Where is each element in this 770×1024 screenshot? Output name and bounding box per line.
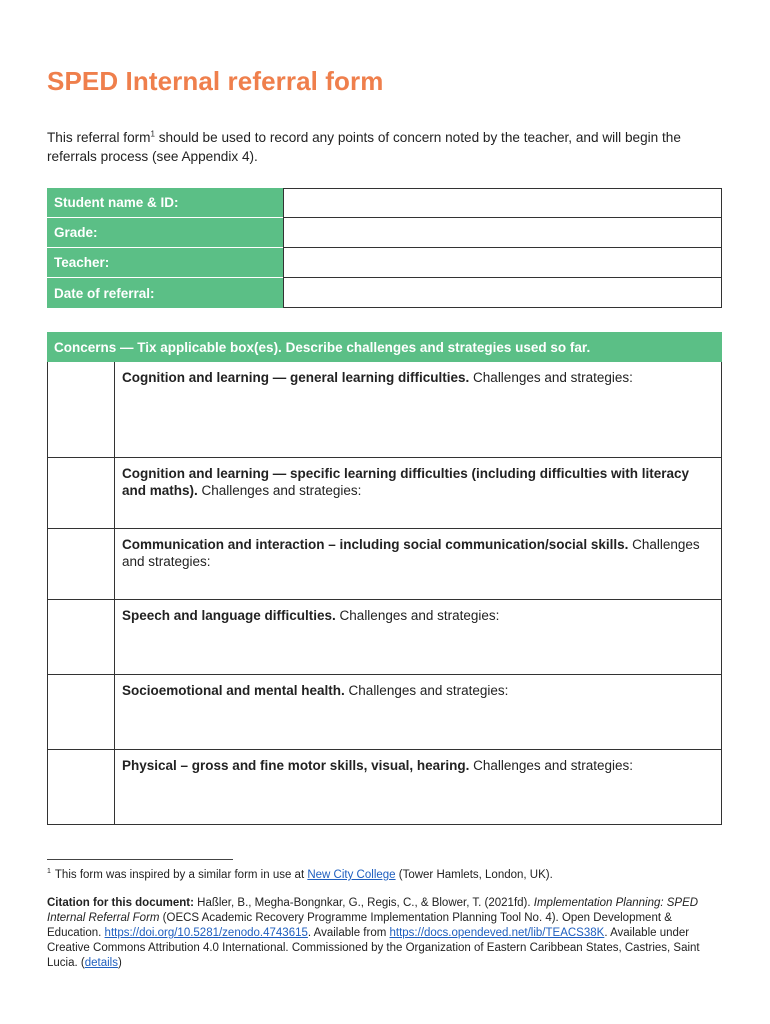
student-name-field[interactable] xyxy=(283,188,722,218)
citation-close: ) xyxy=(117,957,122,969)
new-city-college-link[interactable]: New City College xyxy=(307,869,396,881)
concern-description-field[interactable] xyxy=(115,362,721,457)
info-row-student xyxy=(47,188,722,218)
concern-title: Socioemotional and mental health. xyxy=(122,683,345,698)
concern-row xyxy=(47,600,722,675)
citation xyxy=(47,896,727,971)
concern-checkbox[interactable] xyxy=(48,529,115,599)
footnote-text-start: This form was inspired by a similar form in use at xyxy=(54,869,308,881)
footnote-divider xyxy=(47,859,233,860)
concern-checkbox[interactable] xyxy=(48,362,115,457)
info-row-teacher xyxy=(47,248,722,278)
date-of-referral-field[interactable] xyxy=(283,278,722,308)
concern-title: Communication and interaction – including social communication/social skills. xyxy=(122,537,629,552)
concern-checkbox[interactable] xyxy=(48,750,115,824)
concern-row xyxy=(47,529,722,600)
concerns-header: Concerns — Tix applicable box(es). Describe challenges and strategies used so far. xyxy=(47,332,722,362)
concern-description-field[interactable] xyxy=(115,458,721,528)
footnote-ref: 1 xyxy=(150,129,155,139)
concern-prompt: Challenges and strategies: xyxy=(335,608,500,623)
concern-description-field[interactable] xyxy=(115,600,721,674)
concern-title: Cognition and learning — general learning difficulties. xyxy=(122,370,470,385)
footnote-number: 1 xyxy=(47,868,51,876)
concern-checkbox[interactable] xyxy=(48,600,115,674)
info-row-date xyxy=(47,278,722,308)
intro-text-start: This referral form xyxy=(47,130,151,145)
concern-prompt: Challenges and strategies: xyxy=(469,758,633,773)
concern-description-field[interactable] xyxy=(115,675,721,749)
citation-title: Implementation Planning: SPED Internal Referral Form xyxy=(47,897,699,924)
citation-series: (OECS Academic Recovery Programme Implementation Planning Tool No. 4). Open Development & Education. xyxy=(47,912,672,939)
concern-prompt: Challenges and strategies: xyxy=(197,483,362,498)
student-name-label: Student name & ID: xyxy=(47,188,283,218)
grade-field[interactable] xyxy=(283,218,722,248)
student-info-table xyxy=(47,188,722,308)
concern-prompt: Challenges and strategies: xyxy=(469,370,633,385)
teacher-field[interactable] xyxy=(283,248,722,278)
info-row-grade xyxy=(47,218,722,248)
citation-authors: Haßler, B., Megha-Bongnkar, G., Regis, C., & Blower, T. (2021fd). xyxy=(193,897,534,909)
page-title: SPED Internal referral form xyxy=(47,66,384,96)
footnote-text-end: (Tower Hamlets, London, UK). xyxy=(395,869,553,881)
docs-link[interactable]: https://docs.opendeved.net/lib/TEACS38K xyxy=(389,927,605,939)
concern-row xyxy=(47,675,722,750)
intro-paragraph xyxy=(47,128,727,166)
teacher-label: Teacher: xyxy=(47,248,283,278)
details-link[interactable]: details xyxy=(84,957,118,969)
concern-prompt: Challenges and strategies: xyxy=(122,537,700,569)
concern-title: Physical – gross and fine motor skills, visual, hearing. xyxy=(122,758,470,773)
concern-row xyxy=(47,750,722,825)
concern-row xyxy=(47,362,722,458)
citation-license: . Available under Creative Commons Attribution 4.0 International. Commissioned by the Organization of Eastern Caribbean States, Castries, Saint Lucia. ( xyxy=(47,927,700,969)
concern-prompt: Challenges and strategies: xyxy=(344,683,509,698)
concerns-table xyxy=(47,332,722,825)
concern-row xyxy=(47,458,722,529)
grade-label: Grade: xyxy=(47,218,283,248)
doi-link[interactable]: https://doi.org/10.5281/zenodo.4743615 xyxy=(104,927,308,939)
concern-checkbox[interactable] xyxy=(48,675,115,749)
footnote xyxy=(47,868,727,883)
concern-title: Speech and language difficulties. xyxy=(122,608,336,623)
intro-text-end: should be used to record any points of concern noted by the teacher, and will begin the referrals process (see Appendix 4). xyxy=(47,130,681,164)
concern-description-field[interactable] xyxy=(115,529,721,599)
concern-title: Cognition and learning — specific learning difficulties (including difficulties with literacy and maths). xyxy=(122,466,690,498)
concern-checkbox[interactable] xyxy=(48,458,115,528)
concern-description-field[interactable] xyxy=(115,750,721,824)
citation-label: Citation for this document: xyxy=(47,897,194,909)
citation-available: . Available from xyxy=(307,927,390,939)
date-of-referral-label: Date of referral: xyxy=(47,278,283,308)
